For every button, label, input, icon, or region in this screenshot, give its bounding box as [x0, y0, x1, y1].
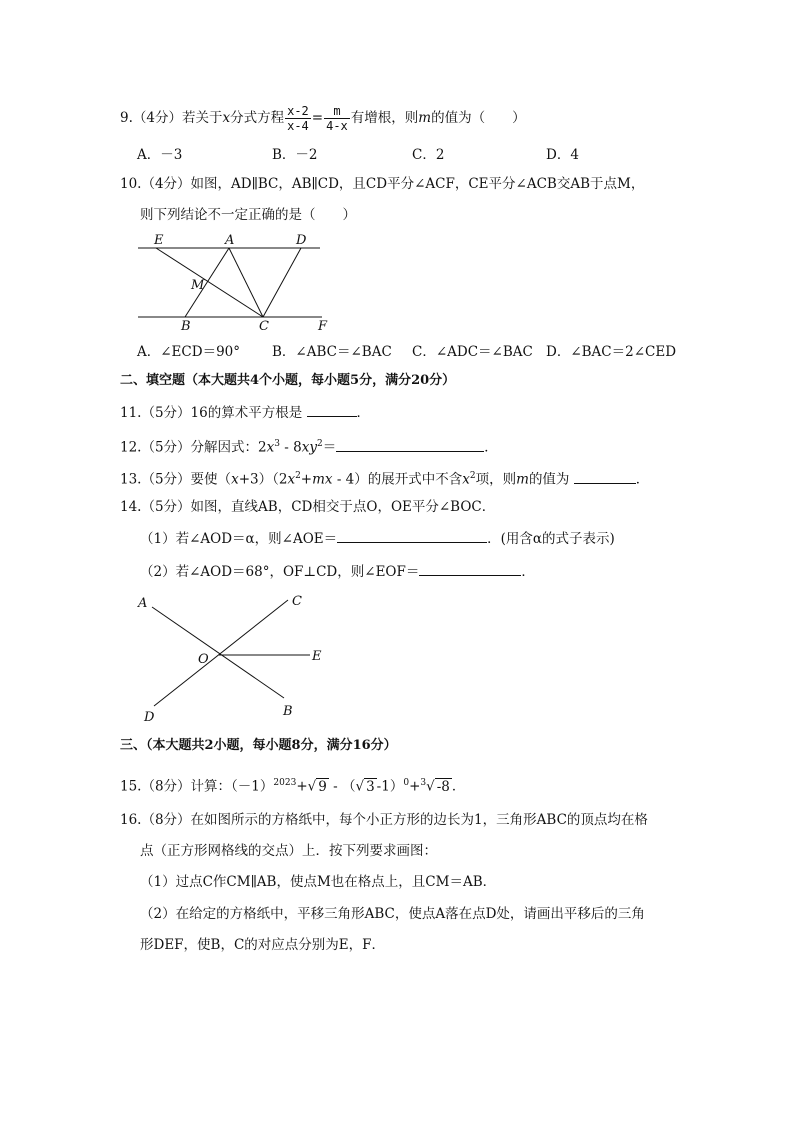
- label-b: B: [283, 704, 293, 719]
- line-ab: [152, 607, 284, 698]
- question-13: 13.（5分）要使$(x+3)(2x^2+mx - 4)$的展开式中不含$x^2$项，则m的值为 ．: [120, 466, 649, 490]
- segment-cd: [263, 248, 301, 317]
- question-15: 15.（8分）计算：$(-1)^{2023}+√$ 9 - （√ 3 -1）$^0$+$^3$√ -8 ．: [120, 778, 466, 795]
- question-10-line-1: 10.（4分）如图，AD∥BC，AB∥CD，且CD平分∠ACF，CE平分∠ACB交AB于点M，: [120, 176, 645, 192]
- q10-option-d[interactable]: D．∠BAC＝2∠CED: [546, 344, 677, 360]
- question-16-part-1: （1）过点C作CM∥AB，使点M也在格点上，且CM＝AB．: [140, 874, 497, 890]
- q10-option-b[interactable]: B．∠ABC＝∠BAC: [272, 344, 392, 360]
- question-16-line-2: 点（正方形网格线的交点）上．按下列要求画图：: [140, 843, 437, 859]
- question-9: 9.（4分）若关于x分式方程 $\frac{x-2}{x-4}$ = $\frac{m}{4-x}$ 有增根，则m的值为（ ）: [120, 104, 526, 133]
- q10-option-a[interactable]: A．∠ECD＝90°: [137, 344, 240, 360]
- q14-part2-answer-blank[interactable]: [419, 561, 521, 576]
- q13-answer-blank[interactable]: [574, 469, 636, 484]
- question-16-part-2-line-1: （2）在给定的方格纸中，平移三角形ABC，使点A落在点D处，请画出平移后的三角: [140, 906, 645, 922]
- question-14-part-1: （1）若∠AOD＝α，则∠AOE＝ ．(用含α的式子表示): [140, 528, 615, 549]
- segment-ec: [156, 248, 263, 317]
- segment-ac: [229, 248, 263, 317]
- q12-answer-blank[interactable]: [336, 437, 484, 452]
- question-16-part-2-line-2: 形DEF，使B，C的对应点分别为E，F．: [140, 937, 386, 953]
- label-m: M: [191, 278, 205, 293]
- fraction-1: $\frac{x-2}{x-4}$: [287, 104, 309, 133]
- question-12: 12.（5分）分解因式：$2x^3 - 8xy^2=$ ．: [120, 434, 498, 458]
- label-e: E: [154, 233, 164, 248]
- q10-figure: [130, 230, 340, 335]
- section-2-heading: 二、填空题（本大题共4个小题，每小题5分，满分20分）: [120, 373, 456, 388]
- question-14-part-2: （2）若∠AOD＝68°，OF⊥CD，则∠EOF＝ ．: [140, 561, 535, 582]
- label-a: A: [138, 596, 148, 611]
- label-b: B: [181, 319, 191, 334]
- question-14-line-1: 14.（5分）如图，直线AB，CD相交于点O，OE平分∠BOC．: [120, 499, 496, 515]
- question-16-line-1: 16.（8分）在如图所示的方格纸中，每个小正方形的边长为1，三角形ABC的顶点均在格: [120, 812, 648, 828]
- label-c: C: [259, 319, 269, 334]
- label-a: A: [225, 233, 235, 248]
- q9-option-d[interactable]: D．4: [546, 147, 579, 163]
- q9-option-b[interactable]: B．－2: [272, 147, 318, 163]
- q10-option-c[interactable]: C．∠ADC＝∠BAC: [412, 344, 533, 360]
- q11-answer-blank[interactable]: [307, 402, 357, 417]
- q14-part1-answer-blank[interactable]: [337, 528, 487, 543]
- section-3-heading: 三、（本大题共2小题，每小题8分，满分16分）: [120, 738, 397, 753]
- label-d: D: [144, 710, 155, 725]
- label-e: E: [312, 649, 322, 664]
- label-o: O: [198, 652, 209, 667]
- label-f: F: [318, 319, 328, 334]
- q14-figure: [130, 585, 335, 730]
- fraction-2: $\frac{m}{4-x}$: [326, 104, 348, 133]
- label-d: D: [296, 233, 307, 248]
- label-c: C: [292, 594, 302, 609]
- line-cd: [154, 600, 288, 706]
- question-10-line-2: 则下列结论不一定正确的是（ ）: [140, 207, 356, 223]
- q9-option-c[interactable]: C．2: [412, 147, 445, 163]
- question-11: 11.（5分）16的算术平方根是 ．: [120, 402, 370, 423]
- q9-option-a[interactable]: A．－3: [137, 147, 183, 163]
